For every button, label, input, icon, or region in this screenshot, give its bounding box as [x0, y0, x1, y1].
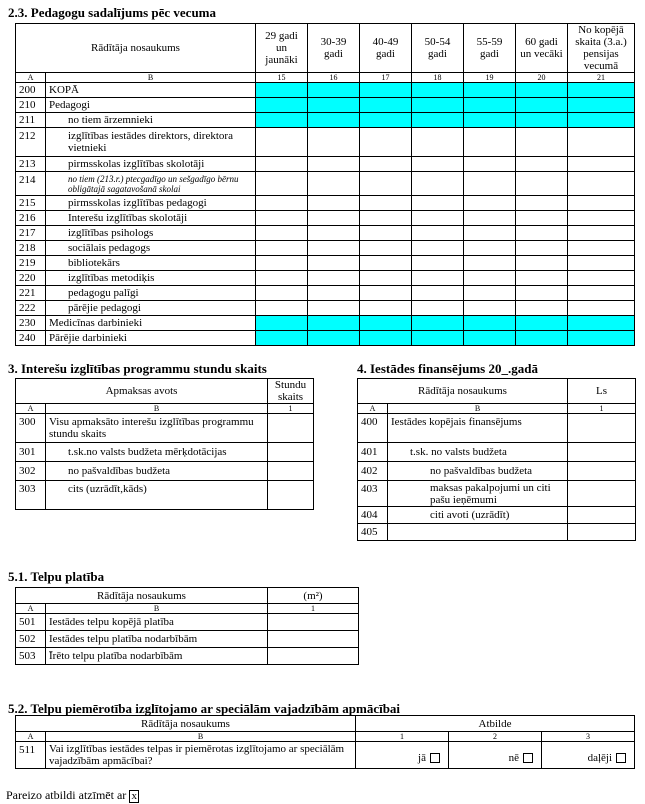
row-label: Iestādes telpu platība nodarbībām	[46, 631, 268, 648]
col-header-name: Rādītāja nosaukums	[16, 24, 256, 73]
table-row	[16, 331, 635, 346]
input-cell[interactable]	[268, 614, 359, 631]
input-cell[interactable]	[256, 211, 308, 226]
row-code: 240	[16, 331, 46, 346]
input-cell[interactable]	[360, 256, 412, 271]
table-row	[16, 286, 635, 301]
input-cell[interactable]	[256, 128, 308, 157]
input-cell[interactable]	[568, 196, 635, 211]
row-label: citi avoti (uzrādīt)	[388, 507, 568, 524]
input-cell[interactable]	[464, 196, 516, 211]
idx-3: 3	[542, 732, 635, 742]
col-header-name: Rādītāja nosaukums	[16, 716, 356, 732]
input-cell[interactable]	[268, 462, 314, 481]
row-code: 402	[358, 462, 388, 481]
input-cell[interactable]	[308, 211, 360, 226]
input-cell[interactable]	[268, 414, 314, 443]
col-header-30-39: 30-39 gadi	[308, 24, 360, 73]
header-row	[16, 716, 635, 732]
input-cell[interactable]	[464, 226, 516, 241]
row-label: no pašvaldības budžeta	[46, 462, 268, 481]
input-cell[interactable]	[412, 113, 464, 128]
input-cell[interactable]	[464, 128, 516, 157]
row-label: pirmsskolas izglītības pedagogi	[46, 196, 256, 211]
input-cell[interactable]	[412, 286, 464, 301]
answer-no-label: nē	[508, 752, 519, 764]
col-header-hours: Stundu skaits	[268, 379, 314, 404]
idx-1: 1	[568, 404, 636, 414]
input-cell[interactable]	[360, 196, 412, 211]
row-label: Interešu izglītības skolotāji	[46, 211, 256, 226]
lesson-hours-table	[15, 378, 314, 510]
row-code: 217	[16, 226, 46, 241]
input-cell[interactable]	[516, 172, 568, 196]
input-cell[interactable]	[256, 196, 308, 211]
row-code: 221	[16, 286, 46, 301]
x-mark-box: x	[129, 790, 139, 803]
col-header-ls: Ls	[568, 379, 636, 404]
input-cell[interactable]	[360, 113, 412, 128]
input-cell[interactable]	[256, 226, 308, 241]
input-cell[interactable]	[516, 241, 568, 256]
row-label: KOPĀ	[46, 83, 256, 98]
input-cell[interactable]	[464, 286, 516, 301]
table-row	[16, 414, 314, 443]
input-cell[interactable]	[268, 481, 314, 510]
input-cell[interactable]	[256, 256, 308, 271]
table-row	[16, 271, 635, 286]
row-code: 211	[16, 113, 46, 128]
input-cell[interactable]	[516, 83, 568, 98]
input-cell[interactable]	[256, 172, 308, 196]
col-header-pension: No kopējā skaita (3.a.) pensijas vecumā	[568, 24, 635, 73]
input-cell[interactable]	[412, 196, 464, 211]
input-cell[interactable]	[516, 331, 568, 346]
input-cell[interactable]	[360, 172, 412, 196]
input-cell[interactable]	[256, 331, 308, 346]
table-row	[358, 414, 636, 443]
footer-note	[6, 788, 139, 803]
input-cell[interactable]	[268, 648, 359, 665]
idx-b: B	[46, 404, 268, 414]
row-code: 503	[16, 648, 46, 665]
row-code: 300	[16, 414, 46, 443]
input-cell[interactable]	[360, 286, 412, 301]
input-cell[interactable]	[516, 113, 568, 128]
col-header-name: Rādītāja nosaukums	[358, 379, 568, 404]
idx-15: 15	[256, 73, 308, 83]
section-4-title-prefix: 4. Iestādes finansējums 20	[357, 361, 502, 376]
row-label: Iestādes kopējais finansējums	[388, 414, 568, 443]
row-code: 301	[16, 443, 46, 462]
row-label: no tiem ārzemnieki	[46, 113, 256, 128]
table-row	[16, 614, 359, 631]
input-cell[interactable]	[568, 301, 635, 316]
input-cell[interactable]	[464, 211, 516, 226]
idx-a: A	[16, 73, 46, 83]
input-cell[interactable]	[360, 271, 412, 286]
index-row	[16, 732, 635, 742]
input-cell[interactable]	[464, 256, 516, 271]
input-cell[interactable]	[256, 83, 308, 98]
row-code: 404	[358, 507, 388, 524]
footer-text: Pareizo atbildi atzīmēt ar	[6, 788, 127, 802]
row-label: sociālais pedagogs	[46, 241, 256, 256]
idx-a: A	[358, 404, 388, 414]
input-cell[interactable]	[568, 241, 635, 256]
row-label: Īrēto telpu platība nodarbībām	[46, 648, 268, 665]
section-3-title: 3. Interešu izglītības programmu stundu skaits	[8, 361, 267, 376]
input-cell[interactable]	[360, 98, 412, 113]
input-cell[interactable]	[412, 241, 464, 256]
input-cell[interactable]	[308, 286, 360, 301]
table-row	[16, 196, 635, 211]
section-5-2-title: 5.2. Telpu piemērotība izglītojamo ar speciālām vajadzībām apmācībai	[8, 701, 401, 716]
input-cell[interactable]	[568, 98, 635, 113]
col-header-source: Apmaksas avots	[16, 379, 268, 404]
table-row	[16, 443, 314, 462]
idx-16: 16	[308, 73, 360, 83]
table-row	[16, 742, 635, 769]
row-label: Pedagogi	[46, 98, 256, 113]
header-row	[16, 379, 314, 404]
row-code: 218	[16, 241, 46, 256]
row-code: 220	[16, 271, 46, 286]
input-cell[interactable]	[308, 271, 360, 286]
col-header-40-49: 40-49 gadi	[360, 24, 412, 73]
input-cell[interactable]	[464, 301, 516, 316]
row-code: 215	[16, 196, 46, 211]
input-cell[interactable]	[412, 98, 464, 113]
input-cell[interactable]	[268, 443, 314, 462]
input-cell[interactable]	[412, 301, 464, 316]
input-cell[interactable]	[516, 286, 568, 301]
input-cell[interactable]	[568, 211, 635, 226]
row-code: 213	[16, 157, 46, 172]
row-code: 502	[16, 631, 46, 648]
idx-a: A	[16, 604, 46, 614]
input-cell[interactable]	[256, 113, 308, 128]
input-cell[interactable]	[568, 157, 635, 172]
section-2-3-title: 2.3. Pedagogu sadalījums pēc vecuma	[8, 5, 216, 20]
input-cell[interactable]	[412, 157, 464, 172]
index-row	[16, 604, 359, 614]
input-cell[interactable]	[464, 316, 516, 331]
answer-yes-label: jā	[418, 752, 426, 764]
answer-partial[interactable]	[542, 742, 635, 769]
row-label: t.sk. no valsts budžeta	[388, 443, 568, 462]
checkbox-no[interactable]	[523, 753, 533, 763]
row-code: 403	[358, 481, 388, 507]
input-cell[interactable]	[568, 226, 635, 241]
input-cell[interactable]	[568, 414, 636, 443]
row-code: 216	[16, 211, 46, 226]
input-cell[interactable]	[568, 316, 635, 331]
input-cell[interactable]	[516, 98, 568, 113]
table-row	[16, 631, 359, 648]
input-cell[interactable]	[516, 301, 568, 316]
row-label: Medicīnas darbinieki	[46, 316, 256, 331]
row-label: t.sk.no valsts budžeta mērķdotācijas	[46, 443, 268, 462]
input-cell[interactable]	[568, 83, 635, 98]
table-row	[16, 113, 635, 128]
table-row	[358, 524, 636, 541]
input-cell[interactable]	[308, 83, 360, 98]
input-cell[interactable]	[516, 196, 568, 211]
col-header-55-59: 55-59 gadi	[464, 24, 516, 73]
table-row	[16, 83, 635, 98]
input-cell[interactable]	[464, 113, 516, 128]
special-needs-table	[15, 715, 635, 769]
input-cell[interactable]	[268, 631, 359, 648]
input-cell[interactable]	[568, 286, 635, 301]
input-cell[interactable]	[568, 128, 635, 157]
input-cell[interactable]	[412, 128, 464, 157]
row-label: Pārējie darbinieki	[46, 331, 256, 346]
table-row	[16, 211, 635, 226]
row-label: Visu apmaksāto interešu izglītības programmu stundu skaits	[46, 414, 268, 443]
idx-2: 2	[449, 732, 542, 742]
section-4-title-suffix: _.gadā	[501, 361, 538, 376]
answer-yes[interactable]	[356, 742, 449, 769]
row-code: 303	[16, 481, 46, 510]
checkbox-yes[interactable]	[430, 753, 440, 763]
input-cell[interactable]	[568, 271, 635, 286]
input-cell[interactable]	[308, 301, 360, 316]
input-cell[interactable]	[308, 98, 360, 113]
input-cell[interactable]	[308, 196, 360, 211]
input-cell[interactable]	[256, 241, 308, 256]
row-code: 501	[16, 614, 46, 631]
input-cell[interactable]	[516, 316, 568, 331]
input-cell[interactable]	[568, 172, 635, 196]
input-cell[interactable]	[464, 241, 516, 256]
input-cell[interactable]	[256, 301, 308, 316]
input-cell[interactable]	[412, 271, 464, 286]
input-cell[interactable]	[568, 524, 636, 541]
index-row	[16, 73, 635, 83]
input-cell[interactable]	[464, 331, 516, 346]
row-code: 511	[16, 742, 46, 769]
table-row	[358, 481, 636, 507]
input-cell[interactable]	[464, 157, 516, 172]
idx-a: A	[16, 404, 46, 414]
table-row	[16, 481, 314, 510]
input-cell[interactable]	[464, 98, 516, 113]
input-cell[interactable]	[412, 226, 464, 241]
input-cell[interactable]	[464, 83, 516, 98]
age-distribution-table	[15, 23, 635, 346]
row-code: 212	[16, 128, 46, 157]
idx-1: 1	[268, 604, 359, 614]
row-label: bibliotekārs	[46, 256, 256, 271]
input-cell[interactable]	[516, 256, 568, 271]
section-4-title	[357, 361, 538, 377]
input-cell[interactable]	[516, 226, 568, 241]
idx-1: 1	[268, 404, 314, 414]
input-cell[interactable]	[256, 316, 308, 331]
table-row	[16, 98, 635, 113]
row-code: 219	[16, 256, 46, 271]
input-cell[interactable]	[412, 331, 464, 346]
input-cell[interactable]	[360, 83, 412, 98]
input-cell[interactable]	[568, 113, 635, 128]
input-cell[interactable]	[360, 211, 412, 226]
index-row	[16, 404, 314, 414]
row-code: 222	[16, 301, 46, 316]
row-label: maksas pakalpojumi un citi pašu ieņēmumi	[388, 481, 568, 507]
input-cell[interactable]	[360, 128, 412, 157]
table-row	[16, 648, 359, 665]
input-cell[interactable]	[308, 241, 360, 256]
col-header-m2: (m²)	[268, 588, 359, 604]
table-row	[358, 462, 636, 481]
row-label: cits (uzrādīt,kāds)	[46, 481, 268, 510]
idx-b: B	[388, 404, 568, 414]
idx-a: A	[16, 732, 46, 742]
input-cell[interactable]	[308, 157, 360, 172]
header-row	[358, 379, 636, 404]
table-row	[16, 316, 635, 331]
input-cell[interactable]	[360, 301, 412, 316]
row-code: 405	[358, 524, 388, 541]
row-code: 210	[16, 98, 46, 113]
input-cell[interactable]	[256, 98, 308, 113]
input-cell[interactable]	[412, 256, 464, 271]
input-cell[interactable]	[464, 172, 516, 196]
table-row	[16, 226, 635, 241]
input-cell[interactable]	[568, 331, 635, 346]
idx-1: 1	[356, 732, 449, 742]
idx-17: 17	[360, 73, 412, 83]
table-row	[16, 301, 635, 316]
checkbox-partial[interactable]	[616, 753, 626, 763]
row-label: Vai izglītības iestādes telpas ir piemērotas izglītojamo ar speciālām vajadzībām apmācībai?	[46, 742, 356, 769]
row-code: 230	[16, 316, 46, 331]
input-cell[interactable]	[568, 481, 636, 507]
col-header-50-54: 50-54 gadi	[412, 24, 464, 73]
row-label	[388, 524, 568, 541]
col-header-name: Rādītāja nosaukums	[16, 588, 268, 604]
financing-table	[357, 378, 636, 541]
input-cell[interactable]	[256, 286, 308, 301]
col-header-60: 60 gadi un vecāki	[516, 24, 568, 73]
input-cell[interactable]	[360, 316, 412, 331]
idx-21: 21	[568, 73, 635, 83]
input-cell[interactable]	[308, 128, 360, 157]
input-cell[interactable]	[568, 462, 636, 481]
input-cell[interactable]	[308, 256, 360, 271]
answer-no[interactable]	[449, 742, 542, 769]
row-label: no tiem (213.r.) ptecgadīgo un sešgadīgo bērnu obligātajā sagatavošanā skolai	[46, 172, 256, 196]
input-cell[interactable]	[464, 271, 516, 286]
input-cell[interactable]	[256, 157, 308, 172]
row-label: pārējie pedagogi	[46, 301, 256, 316]
input-cell[interactable]	[360, 226, 412, 241]
header-row	[16, 588, 359, 604]
row-label: izglītības psihologs	[46, 226, 256, 241]
row-code: 401	[358, 443, 388, 462]
row-label: pirmsskolas izglītības skolotāji	[46, 157, 256, 172]
row-label: izglītības iestādes direktors, direktora vietnieki	[46, 128, 256, 157]
row-label: no pašvaldības budžeta	[388, 462, 568, 481]
input-cell[interactable]	[360, 331, 412, 346]
row-code: 302	[16, 462, 46, 481]
row-label: pedagogu palīgi	[46, 286, 256, 301]
idx-20: 20	[516, 73, 568, 83]
table-row	[358, 507, 636, 524]
section-5-1-title: 5.1. Telpu platība	[8, 569, 105, 584]
input-cell[interactable]	[308, 316, 360, 331]
idx-19: 19	[464, 73, 516, 83]
idx-b: B	[46, 732, 356, 742]
input-cell[interactable]	[568, 507, 636, 524]
table-row	[16, 172, 635, 196]
idx-b: B	[46, 73, 256, 83]
table-row	[16, 256, 635, 271]
row-code: 200	[16, 83, 46, 98]
table-row	[16, 157, 635, 172]
table-row	[16, 462, 314, 481]
input-cell[interactable]	[412, 83, 464, 98]
input-cell[interactable]	[256, 271, 308, 286]
input-cell[interactable]	[360, 157, 412, 172]
input-cell[interactable]	[516, 157, 568, 172]
input-cell[interactable]	[516, 271, 568, 286]
index-row	[358, 404, 636, 414]
header-row	[16, 24, 635, 73]
input-cell[interactable]	[308, 172, 360, 196]
input-cell[interactable]	[308, 113, 360, 128]
premises-area-table	[15, 587, 359, 665]
idx-b: B	[46, 604, 268, 614]
col-header-29: 29 gadi un jaunāki	[256, 24, 308, 73]
input-cell[interactable]	[412, 211, 464, 226]
row-label: izglītības metodiķis	[46, 271, 256, 286]
row-code: 214	[16, 172, 46, 196]
table-row	[16, 241, 635, 256]
table-row	[358, 443, 636, 462]
input-cell[interactable]	[308, 226, 360, 241]
input-cell[interactable]	[568, 256, 635, 271]
input-cell[interactable]	[308, 331, 360, 346]
input-cell[interactable]	[516, 128, 568, 157]
row-label: Iestādes telpu kopējā platība	[46, 614, 268, 631]
col-header-answer: Atbilde	[356, 716, 635, 732]
input-cell[interactable]	[516, 211, 568, 226]
input-cell[interactable]	[412, 172, 464, 196]
input-cell[interactable]	[360, 241, 412, 256]
row-code: 400	[358, 414, 388, 443]
input-cell[interactable]	[568, 443, 636, 462]
table-row	[16, 128, 635, 157]
idx-18: 18	[412, 73, 464, 83]
answer-partial-label: daļēji	[587, 752, 613, 764]
input-cell[interactable]	[412, 316, 464, 331]
